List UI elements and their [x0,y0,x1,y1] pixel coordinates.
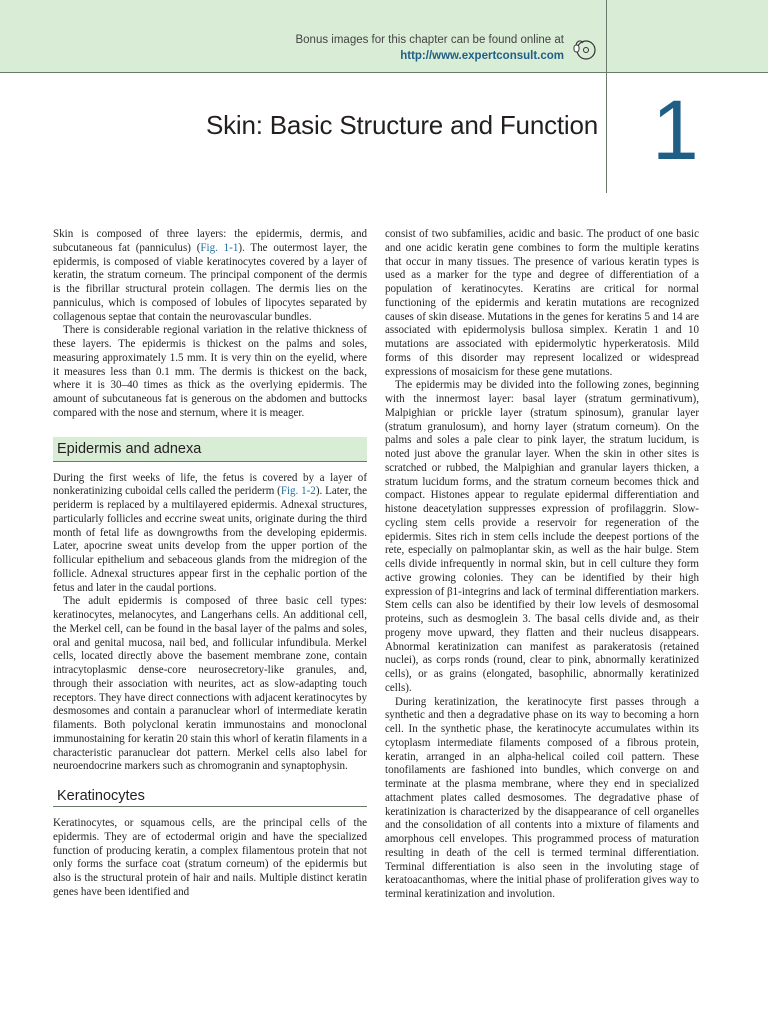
section-heading: Epidermis and adnexa [53,437,367,462]
bonus-link[interactable]: http://www.expertconsult.com [400,50,564,62]
paragraph-text: ). The outermost layer, the epidermis, is composed of viable keratinocytes covered by a layer of keratin, the stratum corneum. The principal component of the dermis is the fibrillar structural protein collagen. The dermis lies on the panniculus, which is composed of lobules of lipocytes separated by collagenous septae that contain the neurovascular bundles. [53,241,367,323]
paragraph: Keratinocytes, or squamous cells, are the principal cells of the epidermis. They are of ectodermal origin and have the specialized function of producing keratin, a complex filamentous protein that not only forms the surface coat (stratum corneum) of the epidermis but also is the structural protein of hair and nails. Multiple distinct keratin genes have been identified and [53,817,367,898]
paragraph: There is considerable regional variation in the relative thickness of these layers. The epidermis is thickest on the palms and soles, measuring approximately 1.5 mm. It is very thin on the eyelid, where it measures less than 0.1 mm. The dermis is thickest on the back, where it is 30–40 times as thick as the overlying epidermis. The amount of subcutaneous fat is generous on the abdomen and buttocks compared with the nose and sternum, where it is meager. [53,324,367,419]
paragraph-text: ). Later, the periderm is replaced by a multilayered epidermis. Adnexal structures, particularly follicles and eccrine sweat units, originate during the third month of fetal life as downgrowths from the developing epidermis. Later, apocrine sweat units develop from the upper portion of the follicular epithelium and sebaceous glands from the midregion of the follicle. Adnexal structures appear first in the cephalic portion of the fetus and later in the caudal portions. [53,485,367,594]
paragraph-text: Skin is composed of three layers: the epidermis, dermis, and subcutaneous fat (panniculus) ( [53,228,367,254]
figure-link[interactable]: Fig. 1-2 [280,485,316,498]
figure-link[interactable]: Fig. 1-1 [200,241,239,254]
chapter-title: Skin: Basic Structure and Function [205,110,598,140]
right-column [385,228,699,902]
chapter-number: 1 [652,83,699,177]
paragraph: consist of two subfamilies, acidic and basic. The product of one basic and one acidic keratin gene combines to form the multiple keratins that occur in many tissues. The presence of various keratin types is used as a marker for the type and degree of differentiation of a population of keratinocytes. Keratins are critical for normal functioning of the epidermis and keratin mutations are recognized causes of skin disease. Mutations in the genes for keratins 5 and 14 are associated with epidermolysis bullosa simplex. Keratin 1 and 10 mutations are associated with epidermolytic hyperkeratosis. Mild forms of this disorder may represent localized or widespread expressions of mosaicism for these gene mutations. [385,228,699,378]
paragraph [53,228,367,324]
paragraph [53,472,367,596]
paragraph: During keratinization, the keratinocyte first passes through a synthetic and then a degradative phase on its way to becoming a horn cell. In the synthetic phase, the keratinocyte accumulates within its cytoplasm intermediate filaments composed of a fibrous protein, keratin, arranged in an alpha-helical coiled coil pattern. These tonofilaments are fashioned into bundles, which converge on and terminate at the plasma membrane, where they end in specialized attachment plates called desmosomes. The degradative phase of keratinization is characterized by the disappearance of cell organelles and the consolidation of all contents into a mixture of filaments and amorphous cell envelopes. This programmed process of maturation resulting in death of the cell is termed terminal differentiation. Terminal differentiation is also seen in the involuting stage of keratoacanthomas, where the initial phase of proliferation gives way to terminal keratinization and involution. [385,695,699,900]
title-divider [606,73,607,193]
paragraph-text: During the first weeks of life, the fetus is covered by a layer of nonkeratinizing cuboidal cells called the periderm ( [53,471,367,498]
left-column [53,228,367,900]
header-divider [606,0,607,72]
bonus-text: Bonus images for this chapter can be found online at [295,34,564,46]
header-rule [0,72,768,73]
section-heading: Keratinocytes [53,786,367,807]
disc-mouse-icon [573,37,597,61]
paragraph: The adult epidermis is composed of three basic cell types: keratinocytes, melanocytes, and Langerhans cells. An additional cell, the Merkel cell, can be found in the basal layer of the palms and soles, oral and genital mucosa, nail bed, and follicular infundibula. Merkel cells, located directly above the basement membrane zone, contain intracytoplasmic dense-core neurosecretory-like granules, and, through their association with neurites, act as slow-adapting touch receptors. They have direct connections with adjacent keratinocytes by desmosomes and contain a paranuclear whorl of intermediate keratin filaments. Both polyclonal keratin immunostains and monoclonal immunostaining for keratin 20 stain this whorl of keratin filaments in a characteristic paranuclear dot pattern. Merkel cells also label for neuroendocrine markers such as chromogranin and synaptophysin. [53,595,367,773]
paragraph: The epidermis may be divided into the following zones, beginning with the innermost layer: basal layer (stratum germinativum), Malpighian or prickle layer (stratum spinosum), granular layer (stratum granulosum), and horny layer (stratum corneum). On the palms and soles a pale clear to pink layer, the stratum lucidum, is noted just above the granular layer. When the skin in other sites is scratched or rubbed, the Malpighian and granular layers thicken, a stratum lucidum forms, and the stratum corneum becomes thick and compact. Histones appear to regulate epidermal differentiation and histone deacetylation suppresses expression of profilaggrin. Slow-cycling stem cells provide a reservoir for regeneration of the epidermis. Sites rich in stem cells include the deepest portions of the rete, especially on palmoplantar skin, as well as the hair bulge. Stem cells divide infrequently in normal skin, but in cell culture they form active growing colonies. They can be identified by their high expression of β1-integrins and lack of terminal differentiation markers. Stem cells can also be identified by their low levels of desmosomal proteins, such as desmoglein 3. The basal cells divide and, as their progeny move upward, they flatten and their nucleus disappears. Abnormal keratinization can manifest as parakeratosis (retained nuclei), as corps ronds (round, clear to pink, abnormally keratinized cells), or as grains (elongated, basophilic, abnormally keratinized cells). [385,379,699,694]
